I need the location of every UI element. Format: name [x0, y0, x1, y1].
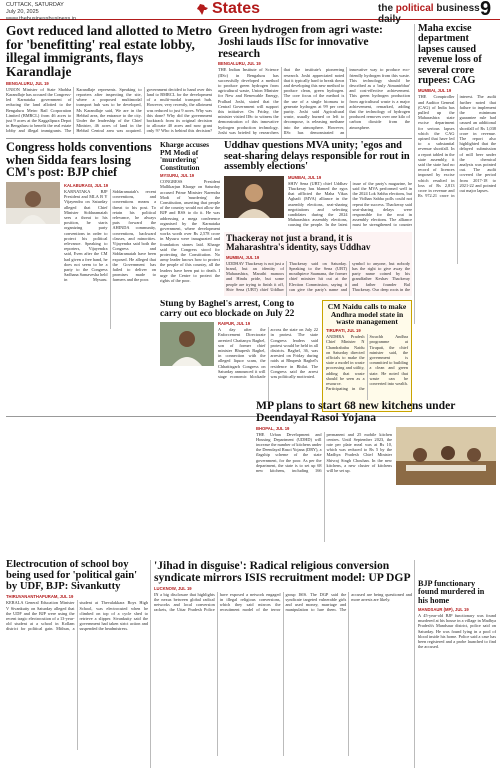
story-baghel-arrest — [160, 300, 318, 412]
story-thackeray-brand — [224, 232, 412, 296]
story-body: CONGRESS President Mallikarjun Kharge on Saturday accused Prime Minister Narendra Modi of 'murdering' the Constitution, asserting that people of the country would not allow the BJP and RSS to do it. He was addressing a mega conference organised by the Karnataka government, where development works worth over Rs 2,578 crore in Mysuru were inaugurated and foundation stones laid. Kharge said the Congress stood for protecting the Constitution. No army leader knows how to protect the people of this country, all the leaders have been put to death. I urge the Centre to protect the rights of the poor. — [160, 179, 220, 284]
story-dateline: MUMBAI, JUL 19 — [288, 174, 322, 180]
story-dateline: BHOPAL, JUL 19 — [256, 425, 290, 431]
section-title: States — [212, 0, 261, 17]
india-map-icon — [196, 4, 208, 15]
story-body: A 45-year-old BJP functionary was found murdered at his house in a village in Madhya Pradesh's Mandsaur district, police said on Saturday. He was found lying in a pool of blood inside his home. Police said a case has been registered and a probe launched to find the accused. — [418, 613, 496, 650]
vijayendra-photo — [6, 182, 60, 224]
story-headline: Thackeray not just a brand, it is Maharashtra's identity, says Uddhav — [226, 233, 371, 253]
masthead-date-block — [6, 2, 76, 23]
story-dateline: BENGALURU, JUL 19 — [218, 61, 261, 67]
story-headline: Maha excise department lapses caused revenue loss of several crore rupees: CAG — [418, 24, 482, 87]
brand-highlight: political — [395, 3, 434, 14]
page-number: 9 — [480, 0, 492, 20]
story-headline: Stung by Baghel's arrest, Cong to carry out eco blockade on July 22 — [160, 300, 295, 319]
story-headline: BJP functionary found murdered in his home — [418, 580, 485, 605]
story-headline: MP plans to start 68 new kitchens under Deendayal Rasoi Yojana — [256, 400, 456, 424]
story-congress-conventions — [6, 141, 156, 347]
story-headline: 'Jihad in disguise': Radical religious conversion syndicate mirrors ISIS recruitment model: UP DGP — [154, 560, 411, 584]
story-dateline: RAIPUR, JUL 19 — [218, 321, 251, 327]
masthead-left-line-2: July 20, 2025 — [6, 9, 39, 15]
story-body: IN a big disclosure that highlights the nexus between global radical networks and local conversion rackets, the Uttar Pradesh Police have exposed a network engaged in illegal religious conversions, which they said mirrors the recruitment model of the terror group ISIS. The DGP said the syndicate targeted vulnerable girls and used money, marriage and manipulation to lure them. The accused are being questioned and more arrests are likely. — [154, 591, 412, 613]
story-dateline: KALABURAGI, JUL 19 — [64, 182, 109, 188]
story-headline: Congress holds conventions when Sidda fears losing CM's post: BJP chief — [6, 141, 152, 180]
kitchen-photo — [396, 427, 496, 485]
story-headline: Kharge accuses PM Modi of 'murdering' Constitution — [160, 141, 210, 172]
story-conversion-syndicate — [154, 560, 412, 768]
story-body: A day after the Enforcement Directorate arrested Chaitanya Baghel, son of former chief minister Bhupesh Baghel, in connection with the alleged liquor scam, the Chhattisgarh Congress on Saturday announced it will stage economic blockade across the state on July 22 in protest. The state Congress leaders said protest would be held in all districts. Baghel, 36, was arrested on Friday during raids at Bhupesh Baghel's residence in Bhilai. The Congress said the arrest was politically motivated. — [218, 327, 318, 380]
story-headline: Uddhav questions MVA unity; 'egos and seat-sharing delays responsible for rout in assembly elections' — [224, 141, 410, 173]
story-dateline: BENGALURU, JUL 19 — [6, 80, 49, 86]
story-headline: Green hydrogen from agri waste: Joshi lauds IISc for innovative research — [218, 24, 383, 60]
story-dateline: LUCKNOW, JUL 19 — [154, 585, 192, 591]
story-body: KERALA General Education Minister V Sivankutty on Saturday alleged that the UDF and the BJP were using the recent tragic electrocution of a 13-year-old student at a school in Kollam district for political gain. Mithun, a student at Thevalakkara Boys High School, was electrocuted when he climbed on top of a cycle shed to retrieve a slipper. Sivankutty said the government had taken strict action and suspended the headmistress. — [6, 600, 148, 632]
uddhav-photo — [224, 176, 284, 218]
section-divider — [6, 138, 412, 139]
story-body: SHIV Sena (UBT) chief Uddhav Thackeray has blamed the egos that afflicted the Maha Vikas Aghadi (MVA) alliance in the assembly elections, seat-sharing negotiations and selecting candidates during the 2024 Maharashtra assembly elections, causing the people. In the latest issue of the party's magazine, he said the MVA performed well in the 2024 Lok Sabha elections, but the Vidhan Sabha polls could not repeat the success. Thackeray said seat-sharing delays were responsible for the rout in assembly elections. The alliance must be strengthened to counter — [288, 180, 412, 228]
story-metro-land — [6, 24, 212, 134]
story-body: THE Comptroller and Auditor General (CAG) of India has pulled up the Maharashtra state excise department for serious lapses which the CAG opined that have led to a substantial revenue shortfall. In a report tabled in the state assembly, it said the state had no record of licences imposed by excise which resulted in loss of Rs 2,813 crore in revenue and Rs 972.21 crore in interest. The audit further noted that failure to implement the minimum guarantee rule had caused an additional shortfall of Rs 1,038 crore in revenue. The report also highlighted that the delayed submission of mill beer under the chemical analysis was pointed out. The audit covered the period from 2017-18 to 2021-22 and pointed out major lapses. — [418, 94, 496, 199]
brand-prefix: the — [378, 3, 393, 14]
story-headline: Electrocution of school boy being used for 'political gain' by UDF, BJP: Sivankutty — [6, 560, 138, 592]
story-headline: CM Naidu calls to make Andhra model state in waste management — [327, 302, 407, 327]
story-headline: Govt reduced land allotted to Metro for 'benefitting' real estate lobby, illegal immigrants, flays Karandlaje — [6, 24, 212, 80]
story-green-hydrogen — [218, 24, 410, 138]
masthead-left-line-1: CUTTACK, SATURDAY — [6, 2, 64, 8]
story-maha-excise — [418, 24, 496, 264]
story-kerala-electrocution — [6, 560, 148, 768]
column-divider — [414, 560, 415, 768]
masthead-left-line-3: www.thebusinessbusiness.in — [6, 16, 77, 22]
story-dateline: TIRUPATI, JUL 19 — [326, 328, 361, 334]
story-body: ANDHRA Pradesh Chief Minister N Chandrababu Naidu on Saturday directed officials to make the state a model in waste processing and utility, adding that waste should be seen as a resource. Participating in the Swachh Andhra programme at Tirupati, the chief minister said, the government is committed to building a clean and green state. He noted that waste can be converted into wealth. — [326, 334, 408, 392]
column-divider — [150, 560, 151, 768]
story-body: THE Urban Development and Housing Department (UDHD) will increase the number of kitchens under the Deendayal Rasoi Yojana (DRY), a flagship scheme of the state government, for the poor. As per the department, the state is to set up 68 new kitchens, including 166 permanent and 25 mobile kitchen centres. Until September 2023, the rate per plate meal was at Rs 10, which was reduced to Rs 5 by the Madhya Pradesh Chief Minister Shivraj Singh Chouhan. In the new kitchens, a new cluster of kitchens will be set up. — [256, 431, 392, 474]
masthead — [0, 0, 500, 25]
brand-suffix: business daily — [378, 3, 480, 25]
baghel-photo — [160, 322, 214, 366]
story-bjp-functionary — [418, 580, 496, 768]
story-mp-kitchens — [256, 400, 496, 560]
story-dateline: MUMBAI, JUL 19 — [226, 254, 260, 260]
story-uddhav-mva — [224, 141, 412, 229]
story-dateline: MANDSAUR (MP), JUL 19 — [418, 607, 469, 613]
story-dateline: THIRUVANANTHAPURAM, JUL 19 — [6, 594, 74, 600]
story-body: THE Indian Institute of Science (IISc) in Bengaluru has successfully developed a method to produce green hydrogen from agricultural waste, Union Minister for New and Renewable Energy, Pralhad Joshi, stated that the Central Government will support this initiative. On Friday, the minister visited IISc to witness the demonstration of this innovative hydrogen production technology. Joshi was briefed by researchers that the institute's pioneering research. Joshi appreciated noted that it typically hard to break down and developing this new method to produce clean, green hydrogen. The core focus of the method is the use of a single biomass to generate hydrogen at 99 per cent purity. Joshi said Agricultural waste, usually burned or left to decompose, is releasing methane into the atmosphere. However, IISc has demonstrated an innovative way to produce eco-friendly hydrogen from this waste. This technology should be described as a 'truly Atmanirbhar' and cost-effective achievement. This green hydrogen production from agricultural waste is a major achievement, remarked, adding that the technology of hydrogen produced removes over one kilo of carbon dioxide from the atmosphere. — [218, 67, 410, 135]
story-body: KARNATAKA BJP President and MLA B Y Vijayendra on Saturday alleged that Chief Minister Siddaramaiah sees a threat to his position, he starts organizing party conventions in order to protect his political relevance. Speaking to reporters, Vijayendra said, Even after the CM had given a free hand, he does not seem to be a party to the Congress Sadhana Samavesha held in Mysuru. Siddaramaiah's recent conventions, and conventions means a threat to his post. To retain his political relevance, he always puts forward the AHINDA community, conventions, backward classes, and minorities. Vijayendra said both the Congress and Siddaramaiah have been exposed. He alleged that the Government has failed to deliver on promises made to farmers and the poor. — [64, 188, 156, 283]
column-divider — [414, 24, 415, 324]
story-body: UNION Minister of State Shobha Karandlaje has accused the Congress-led Karnataka government of reducing the land allotted to the Bengaluru Metro Rail Corporation Limited (BMRCL) from 46 acres to just 9 acres at the Kaggalipura Depot in Bengaluru to benefit the real estate lobby and illegal immigrants. The Karandlaje represents. Speaking to reporters after inspecting the site, where a proposed multimodal transport hub was to be developed, Ms Karandlaje said, We are in the Hebbal area, the entrance to the city. Under the leadership of the Chief Minister, 46 acres of land in the Hebbal Central area was acquired. government decided to hand over this land to BMRCL for the development of a multi-modal transport hub. However, very recently, the allotment was reduced to just 9 acres. Why was this done? Why did the government backtrack from its original decision to allocate 40 acres and now grant only 9? Who is behind this decision? — [6, 86, 212, 134]
story-dateline: MYSURU, JUL 19 — [160, 173, 195, 179]
story-dateline: MUMBAI, JUL 19 — [418, 88, 452, 94]
story-naidu-waste — [322, 300, 412, 412]
story-body: UDDHAV Thackeray is not just a brand, but an identity of Maharashtra, Marathi manoos and Hindu pride, but some people are trying to finish it off, Shiv Sena (UBT) chief Uddhav Thackeray said on Saturday. Speaking to the Sena (UBT) mouthpiece Saamana, the former chief minister hit out at the Election Commission, saying it can give the party's name and symbol to anyone, but nobody has the right to give away the party name coined by his grandfather Keshav Thackeray and father founder Bal Thackeray. Our deep roots in the — [226, 260, 410, 292]
